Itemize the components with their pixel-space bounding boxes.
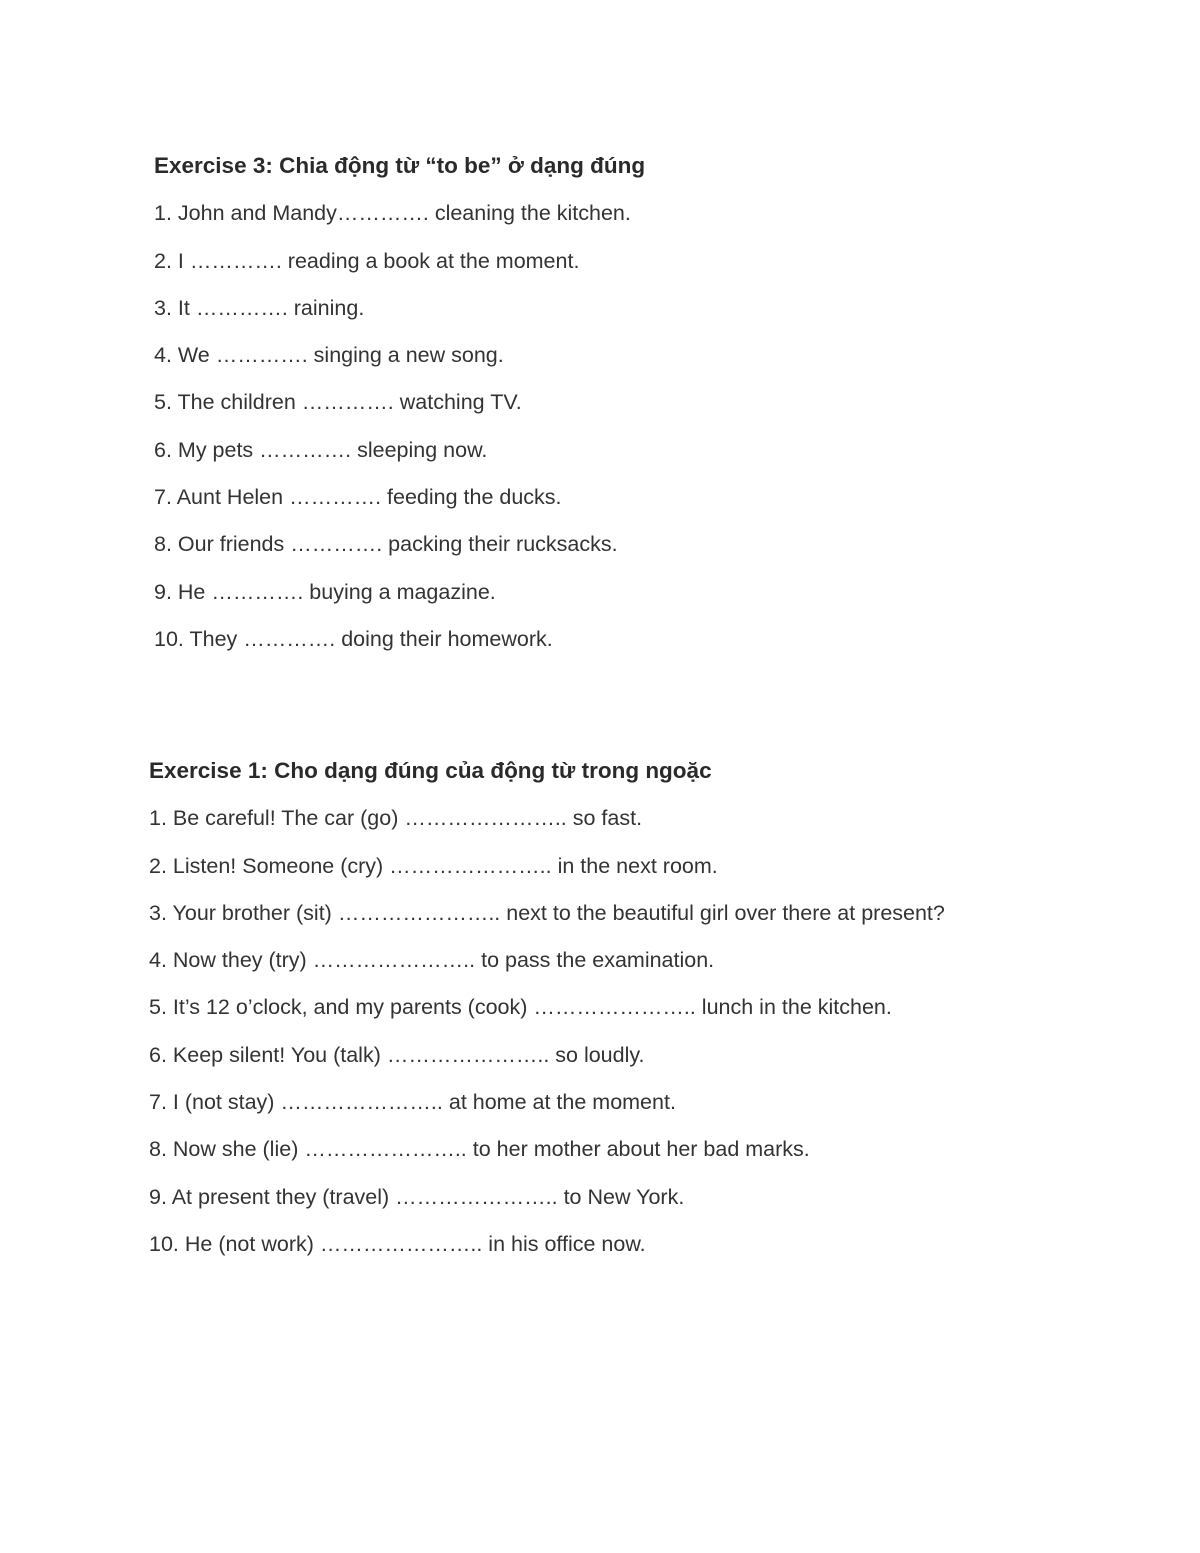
exercise-3-item-7: 7. Aunt Helen …………. feeding the ducks.	[154, 485, 562, 510]
exercise-3-list	[154, 197, 1114, 655]
exercise-1-item-7: 7. I (not stay) ………………….. at home at the moment.	[149, 1090, 676, 1115]
exercise-1-item-2: 2. Listen! Someone (cry) ………………….. in the next room.	[149, 853, 718, 878]
exercise-1-title: Exercise 1: Cho dạng đúng của động từ trong ngoặc	[149, 758, 712, 783]
exercise-1-item-8: 8. Now she (lie) ………………….. to her mother about her bad marks.	[149, 1137, 810, 1162]
exercise-1-item-4: 4. Now they (try) ………………….. to pass the examination.	[149, 948, 715, 973]
exercise-3-item-4: 4. We …………. singing a new song.	[154, 343, 504, 368]
exercise-3-item-6: 6. My pets …………. sleeping now.	[154, 437, 488, 462]
exercise-3-section	[154, 150, 1114, 655]
exercise-1-list	[149, 802, 1109, 1260]
exercise-3-title: Exercise 3: Chia động từ “to be” ở dạng đúng	[154, 153, 646, 178]
exercise-3-item-8: 8. Our friends …………. packing their rucksacks.	[154, 532, 618, 557]
exercise-3-item-10: 10. They …………. doing their homework.	[154, 626, 553, 651]
exercise-1-item-1: 1. Be careful! The car (go) ………………….. so fast.	[149, 806, 643, 831]
exercise-1-item-6: 6. Keep silent! You (talk) ………………….. so loudly.	[149, 1042, 645, 1067]
exercise-3-item-9: 9. He …………. buying a magazine.	[154, 579, 496, 604]
exercise-3-item-1: 1. John and Mandy…………. cleaning the kitchen.	[154, 201, 631, 226]
exercise-1-item-5: 5. It’s 12 o’clock, and my parents (cook) ………………….. lunch in the kitchen.	[149, 995, 892, 1020]
exercise-1-item-9: 9. At present they (travel) ………………….. to New York.	[149, 1184, 685, 1209]
exercise-1-item-3: 3. Your brother (sit) ………………….. next to the beautiful girl over there at present?	[149, 900, 945, 925]
exercise-1-item-10: 10. He (not work) ………………….. in his office now.	[149, 1231, 646, 1256]
exercise-3-item-2: 2. I …………. reading a book at the moment.	[154, 248, 580, 273]
exercise-1-section	[149, 755, 1109, 1260]
exercise-3-item-5: 5. The children …………. watching TV.	[154, 390, 522, 415]
exercise-3-item-3: 3. It …………. raining.	[154, 295, 365, 320]
